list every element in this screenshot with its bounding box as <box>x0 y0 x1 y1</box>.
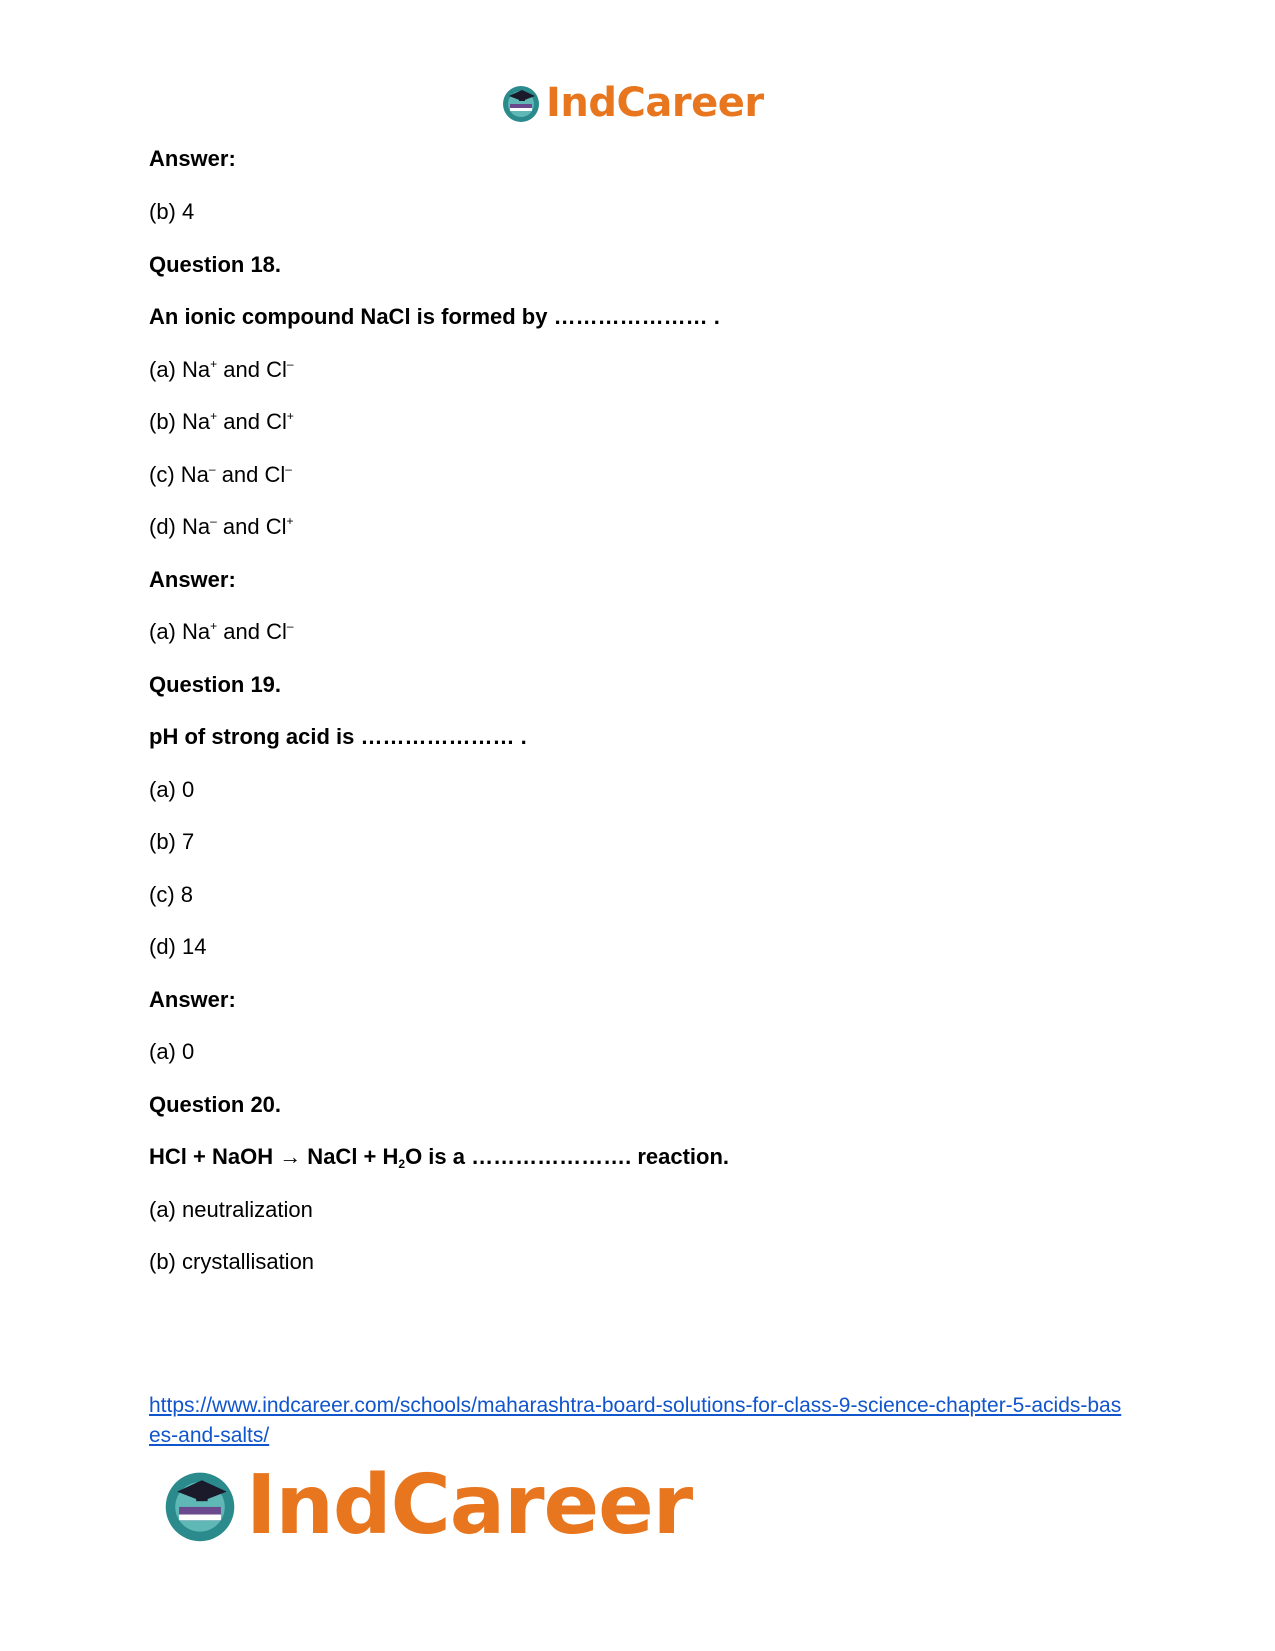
option: (d) Na– and Cl+ <box>149 514 294 539</box>
answer-label: Answer: <box>149 987 236 1012</box>
answer-value: (a) Na+ and Cl– <box>149 619 294 644</box>
option: (a) 0 <box>149 777 195 802</box>
answer-label: Answer: <box>149 146 236 171</box>
indcareer-logo-bottom <box>160 1457 693 1553</box>
indcareer-emblem-icon <box>160 1465 240 1545</box>
question-text: HCl + NaOH → NaCl + $H_2O$ is a …………………. reaction. <box>149 1144 730 1171</box>
option: (d) 14 <box>149 934 207 959</box>
question-heading: Question 20. <box>149 1092 282 1117</box>
option: (b) Na+ and Cl+ <box>149 409 294 434</box>
option: (a) Na+ and Cl– <box>149 357 294 382</box>
answer-value: (b) 4 <box>149 199 195 224</box>
source-link[interactable]: https://www.indcareer.com/schools/maharashtra-board-solutions-for-class-9-science-chapter-5-acids-bases-and-salts/ <box>149 1394 1122 1447</box>
logo-wordmark: IndCareer <box>246 1457 693 1553</box>
answer-label: Answer: <box>149 567 236 592</box>
option: (b) crystallisation <box>149 1249 315 1274</box>
option: (c) Na– and Cl– <box>149 462 292 487</box>
answer-value: (a) 0 <box>149 1039 195 1064</box>
indcareer-logo-top <box>500 78 764 128</box>
indcareer-emblem-icon <box>500 82 542 124</box>
option: (b) 7 <box>149 829 195 854</box>
option: (c) 8 <box>149 882 193 907</box>
question-text: An ionic compound NaCl is formed by ………………… . <box>149 304 720 329</box>
question-heading: Question 18. <box>149 252 282 277</box>
question-text: pH of strong acid is ………………… . <box>149 724 527 749</box>
option: (a) neutralization <box>149 1197 313 1222</box>
question-heading: Question 19. <box>149 672 282 697</box>
logo-wordmark: IndCareer <box>546 80 764 126</box>
